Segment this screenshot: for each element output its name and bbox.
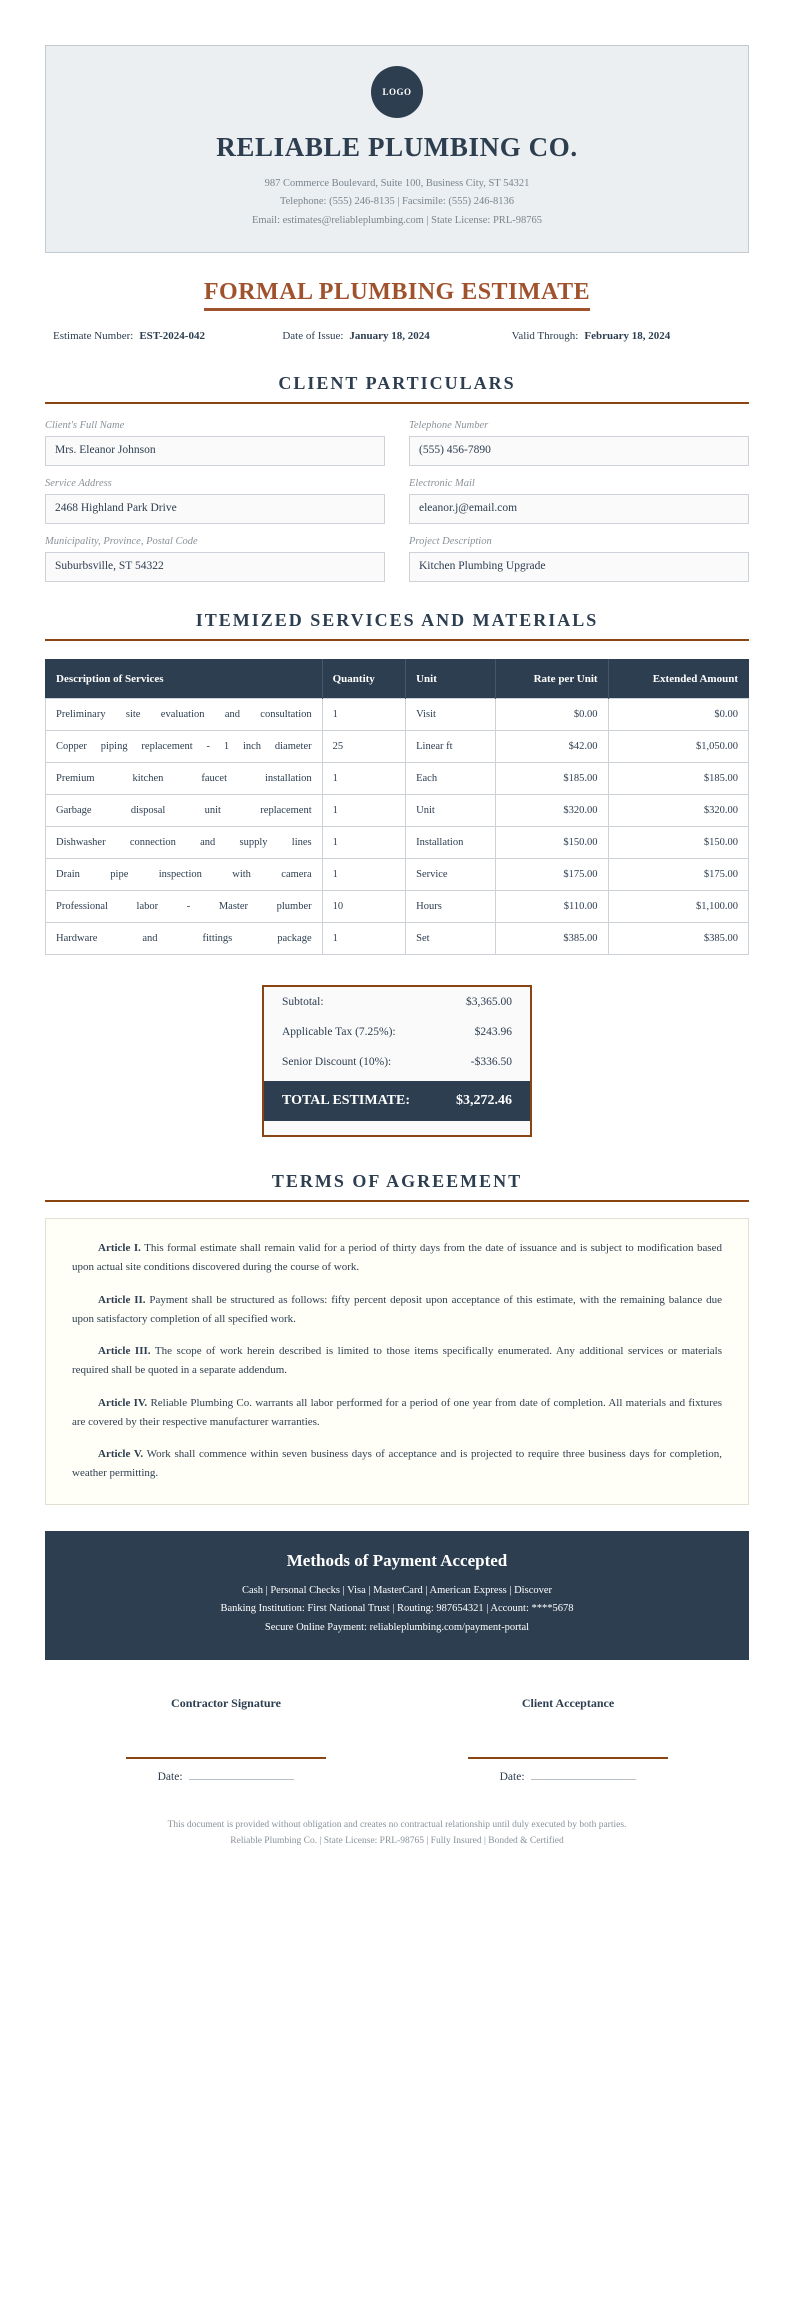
table-cell-description: Dishwasher connection and supply lines [46, 827, 323, 859]
totals-tax-value: $243.96 [474, 1026, 512, 1039]
meta-valid-through [512, 329, 741, 345]
table-cell-amount: $1,050.00 [608, 731, 748, 763]
table-cell-description: Hardware and fittings package [46, 923, 323, 955]
totals-wrap [45, 985, 749, 1137]
terms-article-text: Reliable Plumbing Co. warrants all labor performed for a period of one year from date of completion. All materials and fixtures are covered by their respective manufacturer warranties. [72, 1396, 722, 1428]
table-cell-rate: $185.00 [496, 763, 608, 795]
payment-methods-list: Cash | Personal Checks | Visa | MasterCard | American Express | Discover [241, 1584, 553, 1596]
logo-text: LOGO [382, 87, 412, 97]
terms-article-text: Work shall commence within seven business days of acceptance and is projected to require three business days for completion, weather permitting. [72, 1448, 722, 1480]
terms-article [72, 1445, 722, 1484]
table-cell-description: Garbage disposal unit replacement [46, 795, 323, 827]
client-field-label: Client's Full Name [45, 420, 125, 432]
table-row [46, 795, 749, 827]
client-field-input[interactable]: eleanor.j@email.com [409, 494, 749, 524]
table-cell-unit: Unit [406, 795, 496, 827]
totals-subtotal-row [264, 987, 530, 1017]
table-cell-rate: $175.00 [496, 859, 608, 891]
client-field-input[interactable]: Kitchen Plumbing Upgrade [409, 552, 749, 582]
totals-subtotal-label: Subtotal: [282, 996, 324, 1009]
client-field-input[interactable]: Suburbsville, ST 54322 [45, 552, 385, 582]
contractor-signature-line[interactable] [126, 1757, 326, 1759]
table-cell-quantity: 1 [322, 699, 405, 731]
totals-tax-row [264, 1017, 530, 1047]
items-section-rule [45, 639, 749, 641]
table-cell-quantity: 1 [322, 763, 405, 795]
table-row [46, 891, 749, 923]
client-signature-block [427, 1696, 709, 1783]
table-header-row [46, 660, 749, 699]
terms-article-label: Article V. [98, 1448, 144, 1461]
meta-estimate-number [53, 329, 282, 345]
client-field-label: Service Address [45, 478, 112, 490]
client-section-rule [45, 402, 749, 404]
table-cell-description: Premium kitchen faucet installation [46, 763, 323, 795]
table-cell-unit: Installation [406, 827, 496, 859]
table-cell-amount: $320.00 [608, 795, 748, 827]
table-body [46, 699, 749, 955]
contractor-signature-block [85, 1696, 367, 1783]
totals-grand-total-value: $3,272.46 [456, 1093, 512, 1109]
table-cell-rate: $0.00 [496, 699, 608, 731]
client-field-input[interactable]: Mrs. Eleanor Johnson [45, 436, 385, 466]
table-cell-rate: $150.00 [496, 827, 608, 859]
table-cell-quantity: 1 [322, 859, 405, 891]
contractor-date-blank[interactable] [189, 1779, 294, 1780]
estimate-meta-row [45, 329, 749, 345]
client-field [409, 420, 749, 466]
table-row [46, 763, 749, 795]
table-row [46, 731, 749, 763]
client-date-blank[interactable] [531, 1779, 636, 1780]
terms-article-label: Article I. [98, 1242, 141, 1255]
table-column-header: Extended Amount [608, 660, 748, 699]
table-cell-rate: $42.00 [496, 731, 608, 763]
table-column-header: Quantity [322, 660, 405, 699]
client-signature-line[interactable] [468, 1757, 668, 1759]
company-name: RELIABLE PLUMBING CO. [216, 132, 578, 162]
client-fields-grid [45, 420, 749, 582]
document-title: FORMAL PLUMBING ESTIMATE [204, 279, 590, 311]
signature-grid [45, 1696, 749, 1783]
terms-section-head [45, 1171, 749, 1202]
client-field [45, 420, 385, 466]
itemized-services-table [45, 659, 749, 955]
table-row [46, 859, 749, 891]
meta-estimate-number-value: EST-2024-042 [139, 330, 205, 343]
footer-disclaimer: This document is provided without obligation and creates no contractual relationship until duly executed by both parties. [167, 1820, 627, 1831]
terms-article [72, 1342, 722, 1381]
client-field-label: Telephone Number [409, 420, 489, 432]
totals-subtotal-value: $3,365.00 [466, 996, 512, 1009]
totals-discount-value: -$336.50 [470, 1056, 512, 1069]
client-field-label: Project Description [409, 536, 492, 548]
items-section-title: ITEMIZED SERVICES AND MATERIALS [195, 610, 599, 631]
meta-date-of-issue-value: January 18, 2024 [349, 330, 430, 343]
table-cell-amount: $0.00 [608, 699, 748, 731]
terms-article-text: This formal estimate shall remain valid for a period of thirty days from the date of issuance and is subject to modification based upon actual site conditions discovered during the course of work. [72, 1242, 722, 1274]
contractor-date-label: Date: [157, 1771, 183, 1784]
company-header [45, 45, 749, 253]
table-cell-rate: $320.00 [496, 795, 608, 827]
table-column-header: Rate per Unit [496, 660, 608, 699]
table-cell-description: Copper piping replacement - 1 inch diameter [46, 731, 323, 763]
meta-date-of-issue [282, 329, 511, 345]
table-cell-amount: $385.00 [608, 923, 748, 955]
table-cell-unit: Service [406, 859, 496, 891]
meta-date-of-issue-label: Date of Issue: [282, 330, 344, 343]
terms-section-title: TERMS OF AGREEMENT [271, 1171, 523, 1192]
terms-article [72, 1291, 722, 1330]
meta-valid-through-value: February 18, 2024 [584, 330, 671, 343]
client-field [409, 536, 749, 582]
table-cell-quantity: 25 [322, 731, 405, 763]
company-address: 987 Commerce Boulevard, Suite 100, Business City, ST 54321 [264, 178, 530, 189]
table-cell-rate: $385.00 [496, 923, 608, 955]
table-cell-quantity: 1 [322, 795, 405, 827]
totals-discount-row [264, 1047, 530, 1077]
table-row [46, 827, 749, 859]
table-cell-unit: Visit [406, 699, 496, 731]
terms-article-label: Article II. [98, 1293, 146, 1306]
table-cell-amount: $185.00 [608, 763, 748, 795]
client-field-input[interactable]: (555) 456-7890 [409, 436, 749, 466]
client-field-input[interactable]: 2468 Highland Park Drive [45, 494, 385, 524]
table-cell-quantity: 1 [322, 827, 405, 859]
payment-online-portal: Secure Online Payment: reliableplumbing.com/payment-portal [264, 1622, 530, 1634]
company-email-license: Email: estimates@reliableplumbing.com | State License: PRL-98765 [252, 214, 542, 226]
table-cell-amount: $175.00 [608, 859, 748, 891]
totals-tax-label: Applicable Tax (7.25%): [282, 1026, 396, 1039]
client-date-row [427, 1771, 709, 1783]
totals-grand-total-label: TOTAL ESTIMATE: [282, 1093, 410, 1109]
terms-article [72, 1239, 722, 1278]
totals-discount-label: Senior Discount (10%): [282, 1056, 392, 1069]
contractor-signature-title: Contractor Signature [171, 1696, 281, 1711]
meta-estimate-number-label: Estimate Number: [53, 330, 134, 343]
terms-article-label: Article III. [98, 1345, 151, 1358]
table-cell-unit: Hours [406, 891, 496, 923]
table-cell-description: Professional labor - Master plumber [46, 891, 323, 923]
table-cell-unit: Set [406, 923, 496, 955]
contractor-date-row [85, 1771, 367, 1783]
table-cell-quantity: 10 [322, 891, 405, 923]
terms-article-text: The scope of work herein described is limited to those items specifically enumerated. Any additional services or materials required shall be quoted in a separate addendum. [72, 1345, 722, 1377]
table-cell-rate: $110.00 [496, 891, 608, 923]
table-cell-amount: $1,100.00 [608, 891, 748, 923]
footer-company-credentials: Reliable Plumbing Co. | State License: PRL-98765 | Fully Insured | Bonded & Certified [230, 1836, 564, 1847]
table-cell-quantity: 1 [322, 923, 405, 955]
client-field [45, 478, 385, 524]
client-field-label: Municipality, Province, Postal Code [45, 536, 198, 548]
client-field [45, 536, 385, 582]
table-column-header: Description of Services [46, 660, 323, 699]
table-cell-amount: $150.00 [608, 827, 748, 859]
client-section-title: CLIENT PARTICULARS [278, 373, 516, 394]
table-cell-description: Preliminary site evaluation and consultation [46, 699, 323, 731]
table-cell-unit: Linear ft [406, 731, 496, 763]
table-row [46, 923, 749, 955]
client-section-head [45, 373, 749, 404]
client-field [409, 478, 749, 524]
table-cell-description: Drain pipe inspection with camera [46, 859, 323, 891]
company-phone-fax: Telephone: (555) 246-8135 | Facsimile: (555) 246-8136 [279, 196, 515, 208]
items-section-head [45, 610, 749, 641]
table-row [46, 699, 749, 731]
table-cell-unit: Each [406, 763, 496, 795]
client-date-label: Date: [499, 1771, 525, 1784]
client-signature-title: Client Acceptance [521, 1696, 615, 1711]
totals-box-footer-space [264, 1121, 530, 1135]
terms-article [72, 1394, 722, 1433]
table-column-header: Unit [406, 660, 496, 699]
terms-section-rule [45, 1200, 749, 1202]
payment-banking-info: Banking Institution: First National Trust | Routing: 987654321 | Account: ****5678 [220, 1603, 574, 1615]
table-header [46, 660, 749, 699]
terms-article-text: Payment shall be structured as follows: fifty percent deposit upon acceptance of this estimate, with the remaining balance due upon satisfactory completion of all specified work. [72, 1293, 722, 1325]
payment-title: Methods of Payment Accepted [286, 1550, 508, 1570]
company-logo-icon [371, 66, 423, 118]
meta-valid-through-label: Valid Through: [511, 330, 579, 343]
document-title-wrap [45, 279, 749, 311]
document-footer [45, 1817, 749, 1849]
totals-grand-total-row [264, 1081, 530, 1121]
totals-box [262, 985, 532, 1137]
client-field-label: Electronic Mail [409, 478, 475, 490]
payment-methods-box [45, 1531, 749, 1661]
terms-box [45, 1218, 749, 1505]
terms-article-label: Article IV. [98, 1396, 148, 1409]
